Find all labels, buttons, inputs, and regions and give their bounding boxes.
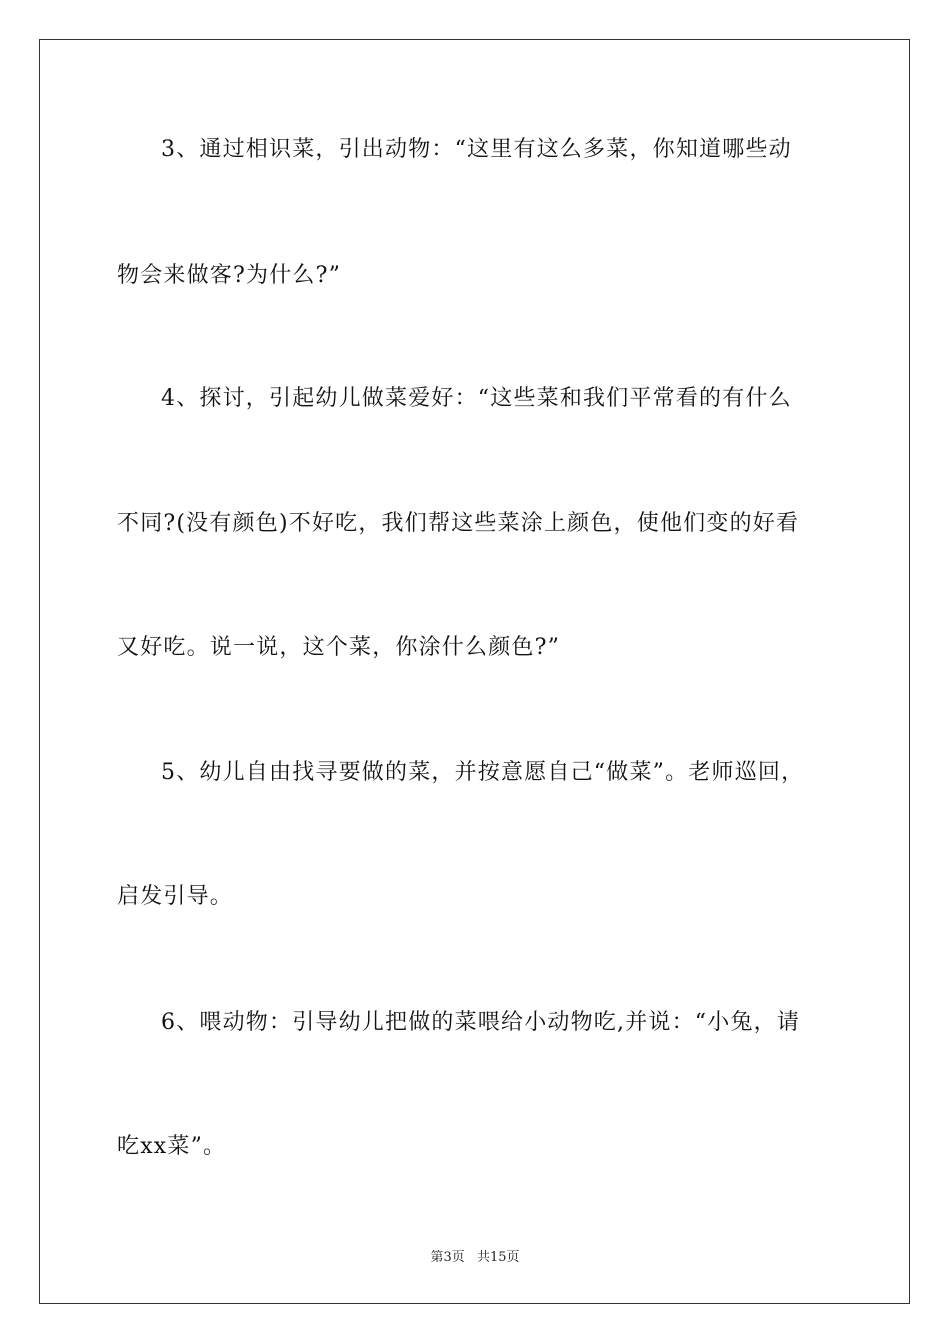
- page-number: 第3页: [430, 1250, 465, 1265]
- paragraph-6-line-2: 吃xx菜”。: [117, 1134, 227, 1159]
- paragraph-4-line-3: 又好吃。说一说，这个菜，你涂什么颜色?”: [117, 635, 561, 660]
- page-footer: [0, 1246, 950, 1265]
- total-pages: 共15页: [476, 1250, 520, 1265]
- paragraph-4-line-1: 4、探讨，引起幼儿做菜爱好：“这些菜和我们平常看的有什么: [161, 386, 792, 411]
- page-border: [39, 39, 910, 1304]
- paragraph-4-line-2: 不同?(没有颜色)不好吃，我们帮这些菜涂上颜色，使他们变的好看: [117, 511, 800, 536]
- paragraph-3-line-1: 3、通过相识菜，引出动物：“这里有这么多菜，你知道哪些动: [161, 137, 792, 162]
- paragraph-6-line-1: 6、喂动物：引导幼儿把做的菜喂给小动物吃,并说：“小兔，请: [161, 1010, 801, 1035]
- paragraph-5-line-1: 5、幼儿自由找寻要做的菜，并按意愿自己“做菜”。老师巡回，: [161, 760, 805, 785]
- paragraph-5-line-2: 启发引导。: [117, 884, 234, 909]
- paragraph-3-line-2: 物会来做客?为什么?”: [117, 263, 342, 288]
